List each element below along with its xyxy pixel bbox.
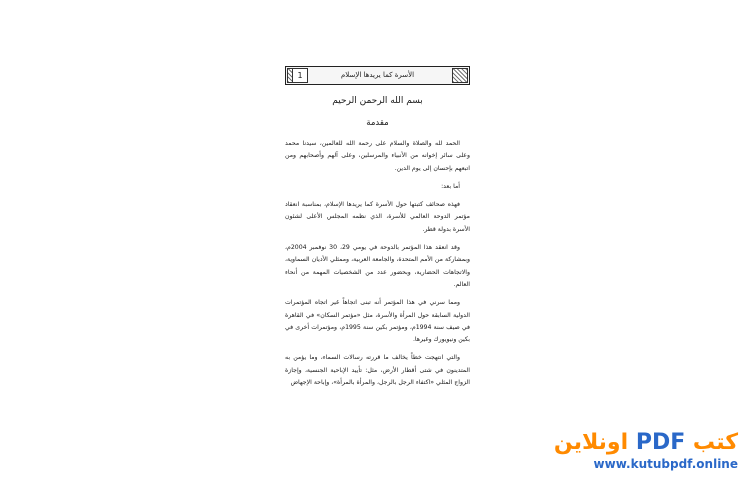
paragraph: أما بعد:	[441, 182, 460, 190]
watermark-pdf: PDF	[635, 430, 686, 455]
ornament-right-icon	[452, 68, 468, 83]
paragraph: ومما سرني في هذا المؤتمر أنه تبنى اتجاهاً غير اتجاه المؤتمرات الدولية السابقة حول المرأة والأسرة، مثل «مؤتمر السكان» في القاهرة في صيف سنة 1994م، ومؤتمر بكين سنة 1995م، ومؤتمرات أخرى في بكين ونيويورك وغيرها.	[285, 299, 470, 344]
running-title: الأسرة كما يريدها الإسلام	[340, 71, 415, 79]
paragraph: الحمد لله والصلاة والسلام على رحمة الله للعالمين، سيدنا محمد وعلى سائر إخوانه من الأنبياء والمرسلين، وعلى آلهم وأصحابهم ومن اتبعهم بإحسان إلى يوم الدين.	[285, 140, 470, 172]
paragraph: فهذه صحائف كتبتها حول الأسرة كما يريدها الإسلام، بمناسبة انعقاد مؤتمر الدوحة العالمي للأسرة، الذي نظمه المجلس الأعلى لشئون الأسرة بدولة قطر.	[285, 201, 470, 233]
page-header	[285, 66, 470, 85]
watermark-word2: اونلاين	[553, 430, 629, 455]
paragraph: وقد انعقد هذا المؤتمر بالدوحة في يومي 29، 30 نوفمبر 2004م، وبمشاركة من الأمم المتحدة، والجامعة العربية، وممثلي الأديان السماوية، والاتجاهات الحضارية، وبحضور عدد من الشخصيات المهمة من أنحاء العالم.	[285, 244, 470, 288]
basmala: بسم الله الرحمن الرحيم	[332, 96, 423, 106]
section-title: مقدمة	[366, 118, 389, 128]
watermark-url: www.kutubpdf.online	[593, 457, 738, 471]
watermark-title	[554, 430, 738, 456]
watermark-word1: كتب	[692, 430, 738, 455]
book-page	[285, 66, 470, 396]
watermark	[554, 430, 738, 472]
page-number: 1	[292, 68, 308, 83]
paragraph: والتي انتهجت خطاً يخالف ما قررته رسالات السماء، وما يؤمن به المتدينون في شتى أقطار الأرض، مثل: تأييد الإباحية الجنسية، وإجازة الزواج المثلي «اكتفاء الرجل بالرجل، والمرأة بالمرأة»، وإباحة الإجهاض	[285, 354, 470, 387]
body-text	[285, 138, 470, 395]
